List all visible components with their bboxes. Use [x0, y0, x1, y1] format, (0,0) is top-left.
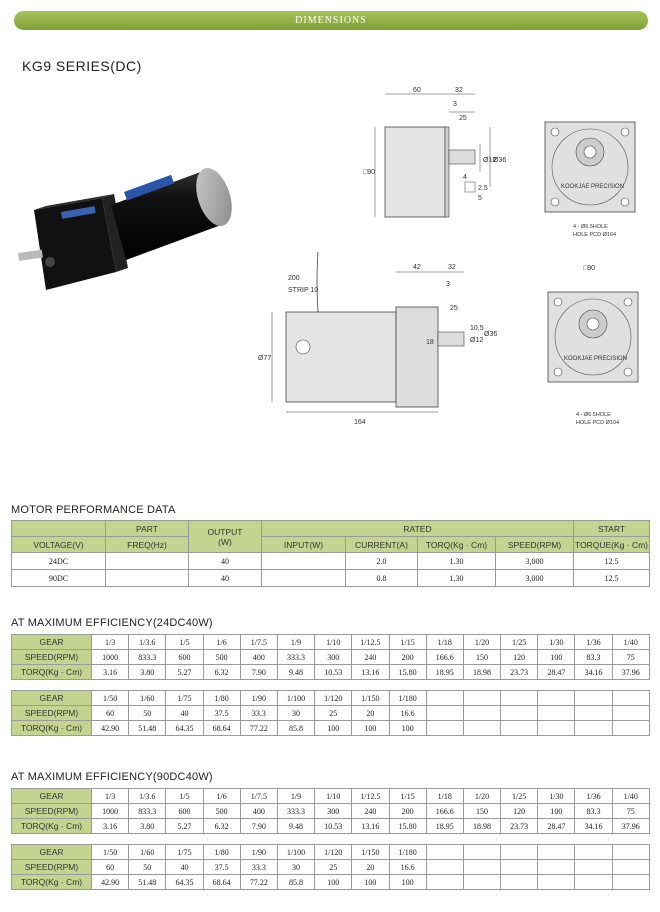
- cell: 833.3: [129, 650, 166, 665]
- cell: 13.16: [352, 665, 389, 680]
- cell: 1/75: [166, 691, 203, 706]
- table-row: [12, 819, 650, 834]
- cell: 1000: [92, 650, 129, 665]
- cell: [501, 706, 538, 721]
- cell: [463, 691, 500, 706]
- cell: 23.73: [501, 819, 538, 834]
- cell: 1/40: [612, 635, 649, 650]
- cell: 10.53: [315, 665, 352, 680]
- cell: [426, 721, 463, 736]
- hdr-start-torque: TORQUE(Kg · Cm): [574, 537, 650, 553]
- torq-row-header: TORQ(Kg · Cm): [12, 875, 92, 890]
- cell: 83.3: [575, 650, 612, 665]
- cell: 1/7.5: [240, 789, 277, 804]
- dimension-drawing-top: [355, 82, 655, 247]
- cell: 1/20: [463, 635, 500, 650]
- cell: 150: [463, 650, 500, 665]
- cell: 68.64: [203, 875, 240, 890]
- cell: [538, 706, 575, 721]
- cell: 34.16: [575, 819, 612, 834]
- hole-note-top: 4 - Ø6.5HOLE: [573, 224, 608, 230]
- cell: 0.8: [346, 570, 418, 587]
- cell: 100: [315, 721, 352, 736]
- cell: 77.22: [240, 721, 277, 736]
- cell: 90DC: [12, 570, 106, 587]
- cell: 50: [129, 706, 166, 721]
- torq-row-header: TORQ(Kg · Cm): [12, 819, 92, 834]
- gear-row-header: GEAR: [12, 789, 92, 804]
- cell: [612, 691, 649, 706]
- gear-row-header: GEAR: [12, 691, 92, 706]
- cell: 1/180: [389, 691, 426, 706]
- hdr-output-label: OUTPUT: [207, 526, 243, 537]
- cell: [501, 691, 538, 706]
- cell: 64.35: [166, 875, 203, 890]
- cell: 1/150: [352, 845, 389, 860]
- cell: 83.3: [575, 804, 612, 819]
- cell: 1/9: [277, 789, 314, 804]
- cell: 7.90: [240, 819, 277, 834]
- hdr-output: [189, 521, 262, 553]
- hdr-torq: TORQ(Kg · Cm): [418, 537, 496, 553]
- cell: 18.95: [426, 819, 463, 834]
- dim-32: 32: [455, 87, 463, 94]
- cell: 200: [389, 804, 426, 819]
- hdr-part: PART: [106, 521, 189, 537]
- cell: 60: [92, 860, 129, 875]
- cell: 10.53: [315, 819, 352, 834]
- cell: 40: [189, 553, 262, 570]
- cell: 1/12.5: [352, 789, 389, 804]
- cell: 100: [538, 804, 575, 819]
- cell: 100: [538, 650, 575, 665]
- speed-row-header: SPEED(RPM): [12, 804, 92, 819]
- cell: 1/75: [166, 845, 203, 860]
- cell: 18.98: [463, 665, 500, 680]
- cell: 1/120: [315, 691, 352, 706]
- cell: 3.16: [92, 819, 129, 834]
- cell: [612, 721, 649, 736]
- cell: 1/60: [129, 691, 166, 706]
- cell: 333.3: [277, 804, 314, 819]
- cell: 85.8: [277, 721, 314, 736]
- gear-row-header: GEAR: [12, 635, 92, 650]
- hdr-blank: [12, 521, 106, 537]
- dim-square-90: □90: [363, 169, 376, 176]
- cell: 37.96: [612, 665, 649, 680]
- perf-title: MOTOR PERFORMANCE DATA: [11, 504, 176, 516]
- cell: 300: [315, 804, 352, 819]
- cell: 28.47: [538, 665, 575, 680]
- eff24-title: AT MAXIMUM EFFICIENCY(24DC40W): [11, 617, 213, 629]
- cell: [575, 875, 612, 890]
- dim-42: 42: [413, 264, 421, 271]
- dim-3-b: 3: [446, 281, 450, 288]
- dim-25-b: 25: [450, 305, 458, 312]
- dim-18: 18: [426, 339, 434, 346]
- cell: 68.64: [203, 721, 240, 736]
- cell: [426, 691, 463, 706]
- cell: 1/80: [203, 845, 240, 860]
- cell: 1/25: [501, 635, 538, 650]
- cell: 600: [166, 804, 203, 819]
- cell: 16.6: [389, 706, 426, 721]
- cell: [501, 860, 538, 875]
- table-row: [12, 553, 650, 570]
- performance-table: [11, 520, 650, 587]
- cell: 1/36: [575, 635, 612, 650]
- dim-10-5: 10.5: [470, 325, 484, 332]
- cell: 1/80: [203, 691, 240, 706]
- hdr-voltage: VOLTAGE(V): [12, 537, 106, 553]
- dimension-drawing-bottom: [258, 252, 655, 432]
- cell: 20: [352, 706, 389, 721]
- cell: 6.32: [203, 819, 240, 834]
- cell: [575, 845, 612, 860]
- cell: 300: [315, 650, 352, 665]
- cell: 3,000: [496, 553, 574, 570]
- cell: 50: [129, 860, 166, 875]
- cell: [575, 721, 612, 736]
- cell: 833.3: [129, 804, 166, 819]
- cell: [106, 570, 189, 587]
- cell: 500: [203, 804, 240, 819]
- cell: 40: [189, 570, 262, 587]
- cell: [463, 721, 500, 736]
- dim-164: 164: [354, 419, 366, 426]
- cell: 64.35: [166, 721, 203, 736]
- cell: 5.27: [166, 819, 203, 834]
- cell: [501, 875, 538, 890]
- cell: 12.5: [574, 570, 650, 587]
- cell: 18.98: [463, 819, 500, 834]
- cell: 1/10: [315, 635, 352, 650]
- gear-row-header: GEAR: [12, 845, 92, 860]
- cell: 1.30: [418, 553, 496, 570]
- cell: 1/50: [92, 691, 129, 706]
- dim-square-90-b: □90: [583, 265, 596, 272]
- hole-note-bottom: 4 - Ø6.5HOLE: [576, 412, 611, 418]
- cell: 5.27: [166, 665, 203, 680]
- dim-boss-36-b: Ø36: [484, 331, 498, 338]
- table-row: [12, 860, 650, 875]
- cell: 77.22: [240, 875, 277, 890]
- cell: 3.80: [129, 819, 166, 834]
- table-row: [12, 706, 650, 721]
- cell: 1/6: [203, 635, 240, 650]
- dim-key-5: 5: [478, 195, 482, 202]
- table-row: [12, 635, 650, 650]
- dim-dia-77: Ø77: [258, 355, 272, 362]
- cell: 15.80: [389, 665, 426, 680]
- cell: 40: [166, 860, 203, 875]
- eff90-table-2: [11, 844, 650, 890]
- cell: 6.32: [203, 665, 240, 680]
- cell: 3.16: [92, 665, 129, 680]
- cell: 100: [389, 721, 426, 736]
- table-row: [12, 691, 650, 706]
- cell: 400: [240, 650, 277, 665]
- speed-row-header: SPEED(RPM): [12, 706, 92, 721]
- cell: 1/5: [166, 635, 203, 650]
- cell: 1/90: [240, 845, 277, 860]
- cell: 28.47: [538, 819, 575, 834]
- cell: 37.5: [203, 860, 240, 875]
- hdr-rated: RATED: [262, 521, 574, 537]
- cell: 1/150: [352, 691, 389, 706]
- table-row: [12, 804, 650, 819]
- cell: 100: [352, 721, 389, 736]
- table-row: [12, 721, 650, 736]
- torq-row-header: TORQ(Kg · Cm): [12, 721, 92, 736]
- pcd-note-bottom: HOLE PCD Ø104: [576, 420, 620, 426]
- cell: 1/120: [315, 845, 352, 860]
- cell: 333.3: [277, 650, 314, 665]
- cell: [501, 721, 538, 736]
- cell: 400: [240, 804, 277, 819]
- cell: 1/3: [92, 789, 129, 804]
- cell: [262, 570, 346, 587]
- cell: 16.6: [389, 860, 426, 875]
- cell: [106, 553, 189, 570]
- cell: 25: [315, 706, 352, 721]
- cell: [426, 706, 463, 721]
- cell: 60: [92, 706, 129, 721]
- cell: 3.80: [129, 665, 166, 680]
- eff24-table-2: [11, 690, 650, 736]
- eff90-table-1: [11, 788, 650, 834]
- table-row: [12, 650, 650, 665]
- cell: 20: [352, 860, 389, 875]
- cell: [538, 860, 575, 875]
- cell: 500: [203, 650, 240, 665]
- cell: 1/50: [92, 845, 129, 860]
- dim-lead-200: 200: [288, 275, 300, 282]
- cell: 42.90: [92, 721, 129, 736]
- dim-3: 3: [453, 101, 457, 108]
- cell: 166.6: [426, 804, 463, 819]
- cell: 1/3.6: [129, 635, 166, 650]
- hdr-output-unit: (W): [218, 536, 232, 547]
- dim-25: 25: [459, 115, 467, 122]
- cell: 25: [315, 860, 352, 875]
- cell: [575, 860, 612, 875]
- cell: 1/18: [426, 789, 463, 804]
- cell: 1/12.5: [352, 635, 389, 650]
- cell: [426, 875, 463, 890]
- motor-photo: [16, 150, 246, 310]
- cell: [463, 845, 500, 860]
- cell: 1/18: [426, 635, 463, 650]
- cell: 37.96: [612, 819, 649, 834]
- front-brand-top: KOOKJAE PRECISION: [561, 184, 625, 190]
- cell: 9.48: [277, 665, 314, 680]
- cell: 12.5: [574, 553, 650, 570]
- cell: 75: [612, 650, 649, 665]
- cell: 120: [501, 804, 538, 819]
- cell: 1/6: [203, 789, 240, 804]
- cell: 1/15: [389, 635, 426, 650]
- cell: 33.3: [240, 860, 277, 875]
- cell: 23.73: [501, 665, 538, 680]
- cell: 100: [352, 875, 389, 890]
- cell: 40: [166, 706, 203, 721]
- dim-boss-36: Ø36: [493, 157, 507, 164]
- cell: 1/20: [463, 789, 500, 804]
- series-title: KG9 SERIES(DC): [22, 58, 142, 74]
- dim-shaft-12-b: Ø12: [470, 337, 484, 344]
- cell: 150: [463, 804, 500, 819]
- torq-row-header: TORQ(Kg · Cm): [12, 665, 92, 680]
- table-row: [12, 570, 650, 587]
- cell: 15.80: [389, 819, 426, 834]
- eff90-title: AT MAXIMUM EFFICIENCY(90DC40W): [11, 771, 213, 783]
- cell: 37.5: [203, 706, 240, 721]
- cell: 33.3: [240, 706, 277, 721]
- cell: 1/60: [129, 845, 166, 860]
- cell: 1/30: [538, 635, 575, 650]
- cell: 166.6: [426, 650, 463, 665]
- dim-strip-10: STRIP 10: [288, 287, 319, 294]
- cell: 2.0: [346, 553, 418, 570]
- cell: 7.90: [240, 665, 277, 680]
- cell: 1/9: [277, 635, 314, 650]
- cell: 3,000: [496, 570, 574, 587]
- cell: 200: [389, 650, 426, 665]
- dim-60: 60: [413, 87, 421, 94]
- cell: 100: [389, 875, 426, 890]
- pcd-note-top: HOLE PCD Ø104: [573, 232, 617, 238]
- cell: [612, 706, 649, 721]
- front-brand-bottom: KOOKJAE PRECISION: [564, 356, 628, 362]
- cell: [426, 845, 463, 860]
- cell: [575, 706, 612, 721]
- cell: 13.16: [352, 819, 389, 834]
- cell: 42.90: [92, 875, 129, 890]
- cell: [612, 875, 649, 890]
- cell: 600: [166, 650, 203, 665]
- cell: 1000: [92, 804, 129, 819]
- hdr-speed: SPEED(RPM): [496, 537, 574, 553]
- cell: [538, 691, 575, 706]
- cell: 100: [315, 875, 352, 890]
- cell: 1/5: [166, 789, 203, 804]
- speed-row-header: SPEED(RPM): [12, 860, 92, 875]
- table-row: [12, 789, 650, 804]
- cell: 120: [501, 650, 538, 665]
- cell: [463, 706, 500, 721]
- table-row: [12, 875, 650, 890]
- cell: 1/100: [277, 845, 314, 860]
- hdr-freq: FREQ(Hz): [106, 537, 189, 553]
- cell: 1/3: [92, 635, 129, 650]
- hdr-current: CURRENT(A): [346, 537, 418, 553]
- cell: 1/10: [315, 789, 352, 804]
- hdr-input: INPUT(W): [262, 537, 346, 553]
- eff24-table-1: [11, 634, 650, 680]
- table-row: [12, 845, 650, 860]
- cell: 1/15: [389, 789, 426, 804]
- cell: 240: [352, 650, 389, 665]
- cell: 1.30: [418, 570, 496, 587]
- cell: [426, 860, 463, 875]
- cell: 51.48: [129, 875, 166, 890]
- dim-key-2-5: 2.5: [478, 185, 488, 192]
- cell: 24DC: [12, 553, 106, 570]
- cell: [463, 875, 500, 890]
- cell: [538, 845, 575, 860]
- cell: [575, 691, 612, 706]
- dim-key-4: 4: [463, 174, 467, 181]
- cell: 1/25: [501, 789, 538, 804]
- cell: [501, 845, 538, 860]
- cell: 1/40: [612, 789, 649, 804]
- cell: 30: [277, 706, 314, 721]
- cell: [463, 860, 500, 875]
- cell: 1/30: [538, 789, 575, 804]
- cell: 1/7.5: [240, 635, 277, 650]
- cell: [538, 721, 575, 736]
- cell: [262, 553, 346, 570]
- speed-row-header: SPEED(RPM): [12, 650, 92, 665]
- cell: 9.48: [277, 819, 314, 834]
- cell: 51.48: [129, 721, 166, 736]
- cell: 85.8: [277, 875, 314, 890]
- dim-shaft-12: Ø12: [483, 157, 497, 164]
- hdr-start: START: [574, 521, 650, 537]
- dimensions-banner: DIMENSIONS: [14, 11, 648, 30]
- cell: 34.16: [575, 665, 612, 680]
- cell: 30: [277, 860, 314, 875]
- cell: 1/90: [240, 691, 277, 706]
- cell: [538, 875, 575, 890]
- dim-32-b: 32: [448, 264, 456, 271]
- cell: [612, 860, 649, 875]
- cell: 1/3.6: [129, 789, 166, 804]
- cell: 1/180: [389, 845, 426, 860]
- cell: [612, 845, 649, 860]
- table-row: [12, 665, 650, 680]
- cell: 75: [612, 804, 649, 819]
- cell: 240: [352, 804, 389, 819]
- cell: 1/36: [575, 789, 612, 804]
- cell: 18.95: [426, 665, 463, 680]
- cell: 1/100: [277, 691, 314, 706]
